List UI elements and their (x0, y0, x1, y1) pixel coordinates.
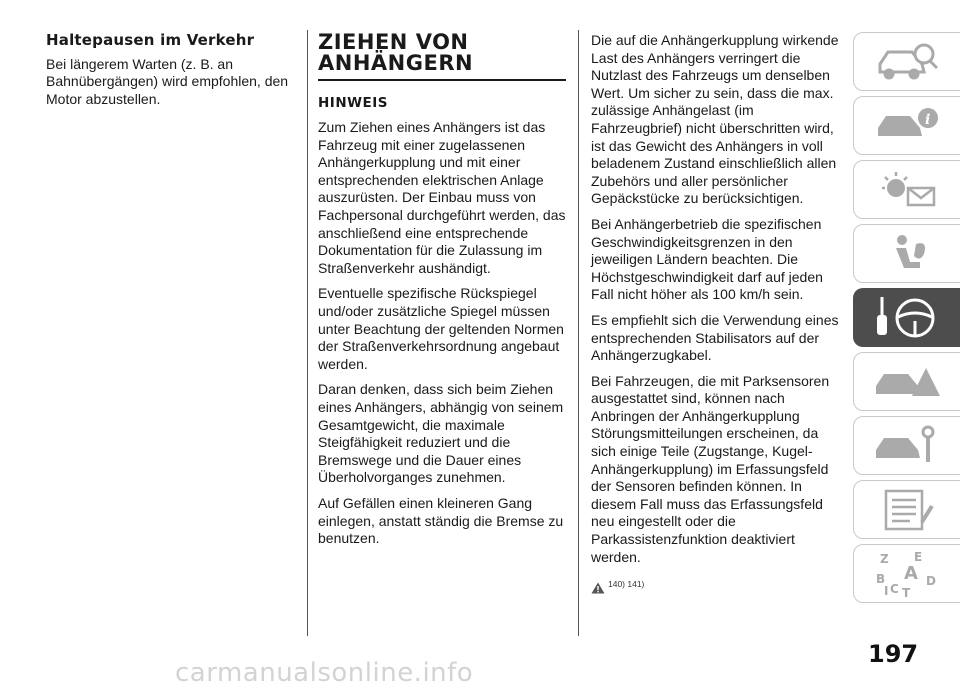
chapter-title-line-2: ANHÄNGERN (318, 51, 474, 75)
index-letter: A (904, 562, 918, 584)
chapter-title (318, 32, 566, 74)
note-heading: HINWEIS (318, 94, 388, 111)
chapter-title-line-1: ZIEHEN VON (318, 30, 469, 54)
index-letter: C (890, 581, 899, 596)
tab-technical-data[interactable] (853, 480, 960, 539)
paragraph: Bei Fahrzeugen, die mit Parksensoren ausgestattet sind, können nach Anbringen der Anhängerkupplung Störungsmitteilungen erscheinen, da sich einige Teile (Zugstange, Kugel-Anhängerkupplung) im Erfassungsfeld der Sensoren befinden können. In diesem Fall muss das Erfassungsfeld neu eingestellt oder die Parkassistenzfunktion deaktiviert werden. (591, 372, 830, 565)
index-letter: I (884, 583, 889, 598)
column-1 (46, 32, 292, 116)
watermark: carmanualsonline.info (175, 658, 474, 688)
column-2 (318, 32, 566, 556)
seat-airbag-icon (872, 232, 942, 276)
paragraph: Bei Anhängerbetrieb die spezifischen Geschwindigkeitsgrenzen in den jeweiligen Ländern beachten. Die Höchstgeschwindigkeit darf auf jeden Fall nicht höher als 100 km/h sein. (591, 215, 823, 303)
alphabet-index-icon (872, 549, 942, 599)
warning-triangle-icon (591, 582, 605, 594)
car-info-icon (872, 104, 942, 148)
paragraph: Bei längerem Warten (z. B. an Bahnübergängen) wird empfohlen, den Motor abzustellen. (46, 55, 289, 107)
index-letter: E (914, 549, 923, 564)
index-letter: Z (880, 551, 889, 566)
index-letter: T (902, 585, 911, 599)
paragraph: Eventuelle spezifische Rückspiegel und/oder zusätzliche Spiegel müssen unter Beachtung der geltenden Normen der Straßenverkehrsordnung angebaut werden. (318, 285, 564, 372)
tab-index[interactable] (853, 544, 960, 603)
tab-maintenance[interactable] (853, 416, 960, 475)
chapter-tabs-sidebar (853, 32, 960, 608)
paragraph: Die auf die Anhängerkupplung wirkende Last des Anhängers verringert die Nutzlast des Fahrzeugs um denselben Wert. Um sicher zu sein, dass die max. zulässige Anhängelast (im Fahrzeugbrief) nicht überschritten wird, ist das Gewicht des Anhängers in voll beladenem Zustand einschließlich allen Zubehörs und aller persönlicher Gepäckstücke zu berücksichtigen. (591, 32, 839, 207)
car-warning-triangle-icon (872, 360, 942, 404)
car-magnifier-icon (872, 40, 942, 84)
tab-start-driving[interactable] (853, 288, 960, 347)
paragraph: Daran denken, dass sich beim Ziehen eines Anhängers, abhängig von seinem Gesamtgewicht, die maximale Steigfähigkeit reduziert und die Bremswege und die Dauer eines Überholvorganges zunehmen. (318, 381, 564, 486)
index-letter: D (926, 573, 936, 588)
document-list-icon (872, 488, 942, 532)
paragraph: Zum Ziehen eines Anhängers ist das Fahrzeug mit einer zugelassenen Anhängerkupplung und mit einer entsprechenden elektrischen Anlage auszurüsten. Der Einbau muss von Fachpersonal durchgeführt werden, das anschließend eine entsprechende Dokumentation für die Zulassung im Straßenverkehr aushändigt. (318, 119, 566, 276)
warning-refs-text: 140) 141) (608, 579, 645, 590)
index-letter: B (876, 571, 886, 586)
car-wrench-icon (872, 424, 942, 468)
column-divider (307, 30, 308, 636)
page-number: 197 (868, 640, 919, 668)
section-heading: Haltepausen im Verkehr (46, 31, 255, 49)
tab-warning-lights[interactable] (853, 160, 960, 219)
chapter-underline (318, 79, 566, 81)
paragraph: Auf Gefällen einen kleineren Gang einlegen, anstatt ständig die Bremse zu benutzen. (318, 494, 564, 547)
tab-car-search[interactable] (853, 32, 960, 91)
column-3 (591, 32, 843, 594)
warning-light-envelope-icon (872, 168, 942, 212)
paragraph: Es empfiehlt sich die Verwendung eines entsprechenden Stabilisators auf der Anhängerzugkabel. (591, 311, 839, 364)
warning-references (591, 576, 843, 594)
column-divider (578, 30, 579, 636)
svg-text:i: i (925, 111, 931, 128)
tab-safety[interactable] (853, 224, 960, 283)
key-steering-wheel-icon (867, 293, 947, 343)
tab-emergency[interactable] (853, 352, 960, 411)
tab-car-info[interactable] (853, 96, 960, 155)
